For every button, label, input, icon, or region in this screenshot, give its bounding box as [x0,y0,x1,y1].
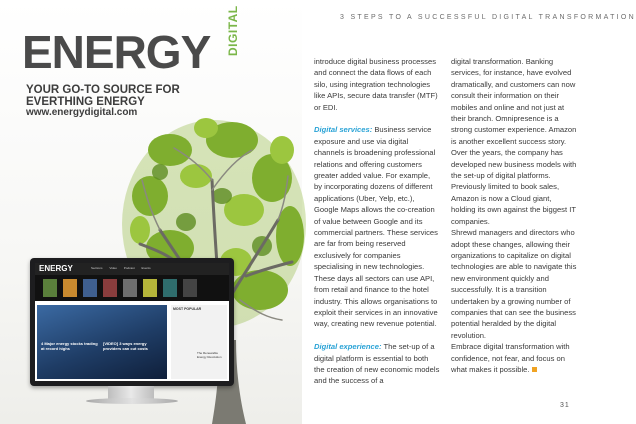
magazine-thumb [83,279,97,297]
screen-headline-2: [VIDEO] 3 ways energy providers can cut costs [103,341,148,351]
desktop-monitor [30,258,234,386]
ad-website-url: www.energydigital.com [26,107,138,118]
paragraph: Digital experience: The set-up of a digital platform is essential to both the creation of new economic models and the success of a [314,342,440,386]
magazine-thumb [123,279,137,297]
magazine-thumb [183,279,197,297]
paragraph: introduce digital business processes and connect the data flows of each silo, using integration technologies like APIs, secure data transfer (MTF) or EDI. [314,57,438,112]
monitor-stand-base [86,398,178,404]
screen-most-popular: MOST POPULAR [173,307,202,311]
tagline-line-1: YOUR GO-TO SOURCE FOR [26,84,180,96]
screen-sidebar [171,305,227,379]
paragraph: Shrewd managers and directors who adopt these changes, allowing their organizations to capitalize on digital technologies are able to navigate this new environment quickly and successfully. It is a transition undertaken by a growing number of companies that can see the business potential heralded by the digital revolution. [451,228,577,340]
paragraph: Embrace digital transformation with confidence, not fear, and focus on what makes it possible. [451,342,570,374]
ad-tagline [26,84,226,108]
running-header: 3 STEPS TO A SUCCESSFUL DIGITAL TRANSFORMATION [340,14,636,21]
magazine-thumb [143,279,157,297]
end-of-article-mark [532,367,537,372]
article-column-2 [451,56,577,375]
tagline-line-2: EVERTHING ENERGY [26,96,145,108]
paragraph: digital transformation. Banking services, for instance, have evolved dramatically, and customers can now consult their information on their mobiles and online and not just at their branch. Omnipresence is a strong customer experience. Amazon is another excellent success story. Over the years, the company has developed new business models with the set-up of digital platforms. Previously limited to book sales, Amazon is now a Cloud giant, holding its own against the biggest IT companies. [451,57,577,226]
monitor-screen [35,263,229,381]
subheading-digital-experience: Digital experience: [314,342,382,352]
magazine-thumb [43,279,57,297]
article-column-1 [314,56,440,387]
logo-wordmark: ENERGY [22,26,211,78]
magazine-thumb [163,279,177,297]
magazine-thumb [63,279,77,297]
screen-top-bar [35,263,229,275]
energy-digital-advert [0,0,302,424]
magazine-thumb [103,279,117,297]
logo-vertical-tag: DIGITAL [226,5,240,56]
subheading-digital-services: Digital services: [314,125,373,135]
page-number: 31 [560,402,570,409]
screen-nav: Sections Video Podcast Events [91,266,151,270]
screen-headline-1: 4 Major energy stocks trading at record highs [41,341,98,351]
screen-logo: ENERGY [39,264,73,273]
screen-side-text: The Renewable Energy Revolution [197,351,222,359]
paragraph: Digital services: Business service exposure and use via digital channels is broadening professional relations and offering customers greater added value. For example, by incorporating dozens of different applications (Uber, Yelp, etc.), Google Maps allows the co-creation of value between Google and its commercial partners. These services are far from being reserved exclusively for companies specialising in new technologies. These days all sectors can use API, from retail and finance to the hotel industry. This allows organisations to exploit their services in an innovative way, creating new revenue potential. [314,125,438,329]
